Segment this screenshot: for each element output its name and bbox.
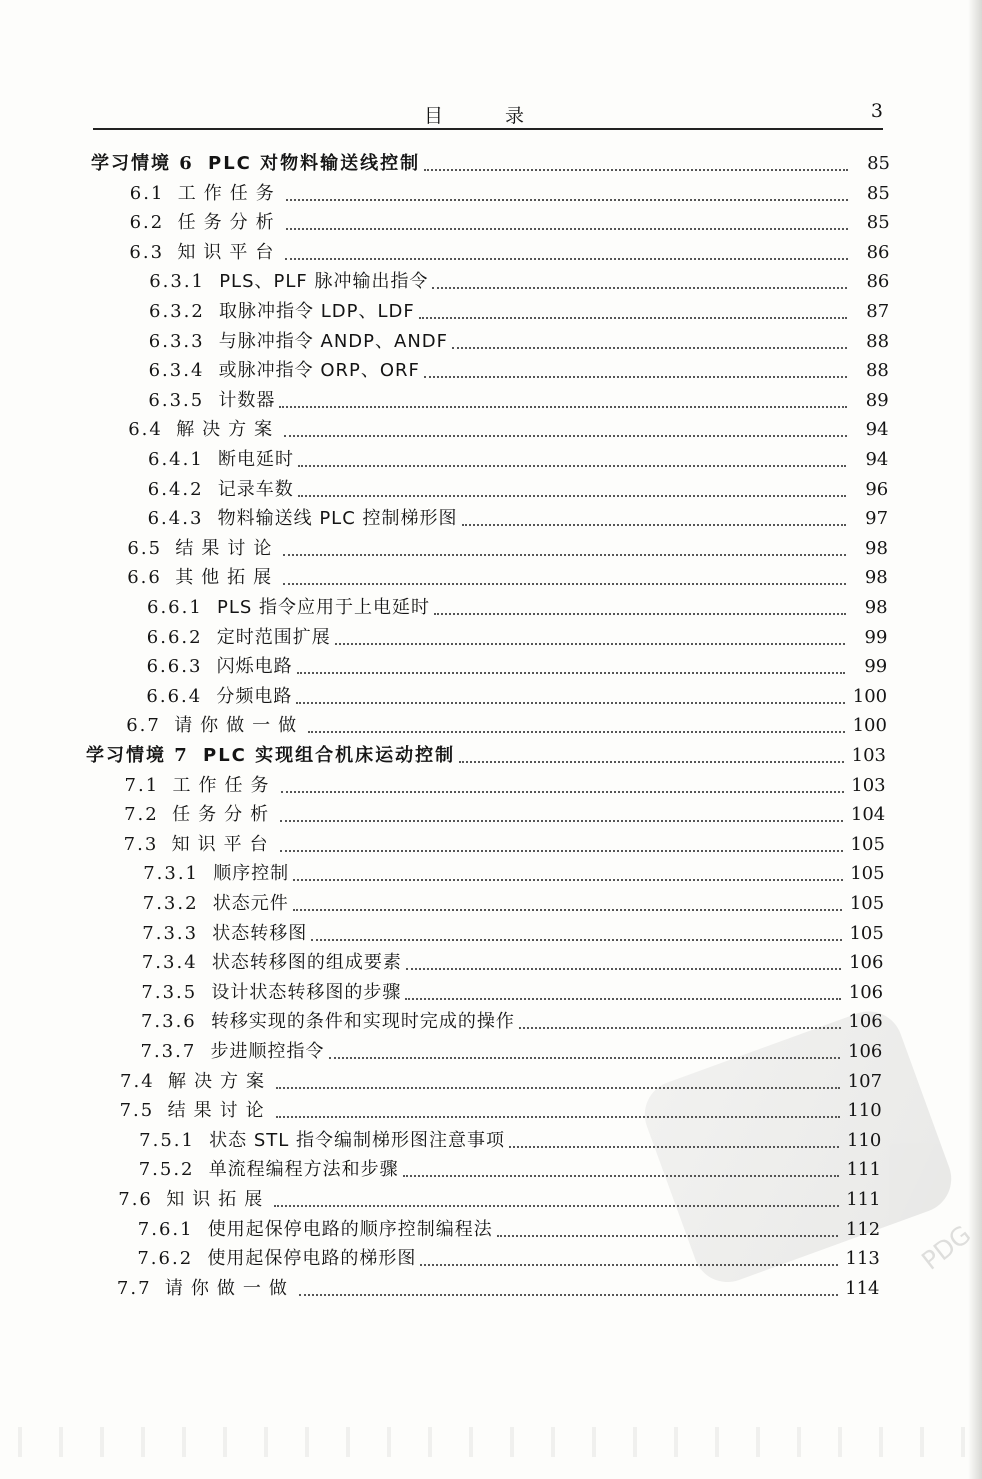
toc-entry-page: 105	[849, 893, 885, 914]
toc-entry	[91, 149, 890, 178]
toc-entry-title: 解决方案	[176, 419, 281, 441]
toc-entry	[143, 889, 884, 918]
dot-leader	[432, 276, 847, 289]
page-number: 3	[870, 100, 883, 122]
toc-entry-title: 转移实现的条件和实现时完成的操作	[210, 1011, 515, 1033]
dot-leader	[299, 1283, 838, 1296]
toc-entry-page: 98	[864, 597, 888, 618]
toc-entry	[141, 1007, 883, 1036]
toc-entry-page: 85	[866, 212, 890, 234]
toc-entry-page: 107	[847, 1070, 883, 1092]
toc-entry-title: 知识平台	[171, 833, 276, 855]
toc-entry-number: 6.6.2	[146, 626, 203, 648]
dot-leader	[297, 661, 846, 674]
toc-entry-page: 88	[866, 330, 890, 352]
toc-entry-title: 知识拓展	[166, 1189, 271, 1210]
toc-entry-number: 7.5.2	[138, 1159, 195, 1181]
toc-entry-title: 顺序控制	[213, 863, 290, 885]
toc-entry-title: 状态 STL 指令编制梯形图注意事项	[209, 1129, 506, 1151]
toc-entry-page: 106	[848, 1041, 883, 1062]
toc-entry-page: 87	[866, 301, 890, 322]
toc-entry-number: 6.3.3	[148, 330, 205, 352]
toc-entry-page: 103	[851, 774, 886, 796]
toc-entry-title: 解决方案	[168, 1070, 273, 1092]
toc-entry	[120, 1067, 882, 1096]
toc-entry-page: 106	[848, 981, 884, 1003]
toc-entry-page: 110	[846, 1129, 882, 1151]
toc-entry	[148, 475, 888, 504]
toc-entry-page: 86	[866, 271, 890, 293]
toc-entry-title: 请你做一做	[174, 715, 305, 737]
toc-entry-number: 6.3.2	[149, 301, 205, 322]
toc-entry-page: 106	[848, 1011, 883, 1033]
toc-entry	[124, 800, 885, 829]
dot-leader	[280, 809, 843, 822]
toc-entry-number: 7.3.4	[141, 952, 198, 974]
dot-leader	[434, 602, 846, 615]
toc-entry-number: 7.3.6	[140, 1011, 197, 1033]
toc-entry-page: 112	[845, 1218, 881, 1240]
toc-entry	[149, 356, 889, 385]
toc-entry-page: 99	[864, 656, 888, 678]
toc-entry	[147, 593, 888, 622]
toc-entry-number: 6.4	[128, 419, 163, 441]
toc-entry-page: 114	[845, 1277, 880, 1299]
dot-leader	[281, 780, 844, 793]
toc-entry-page: 99	[864, 626, 888, 648]
toc-entry-number: 6.3	[129, 241, 165, 263]
toc-entry-title: 使用起保停电路的顺序控制编程法	[207, 1218, 493, 1240]
toc-entry-title: PLC 实现组合机床运动控制	[203, 745, 456, 766]
watermark-text: PDG	[916, 1219, 977, 1276]
toc-entry	[138, 1215, 880, 1244]
toc-entry-page: 106	[849, 952, 884, 974]
toc-entry-number: 6.6.3	[146, 656, 203, 678]
dot-leader	[280, 839, 843, 852]
toc-entry-number: 7.2	[124, 804, 159, 826]
toc-entry	[127, 563, 888, 592]
toc-entry-number: 6.6.4	[146, 685, 203, 707]
toc-entry-title: 步进顺控指令	[210, 1041, 325, 1062]
toc-entry-number: 6.7	[126, 715, 161, 737]
toc-entry-page: 111	[846, 1159, 881, 1181]
toc-entry-number: 6.3.4	[148, 360, 205, 382]
toc-entry-number: 6.4.2	[147, 478, 204, 500]
dot-leader	[403, 1164, 839, 1177]
toc-entry	[147, 652, 888, 681]
toc-entry-page: 96	[865, 478, 889, 500]
toc-entry-title: 工作任务	[177, 182, 282, 204]
toc-entry-title: 计数器	[218, 389, 276, 411]
dot-leader	[459, 750, 844, 763]
toc-entry-number: 6.5	[127, 537, 163, 559]
toc-entry-title: 状态转移图的组成要素	[211, 952, 402, 974]
toc-entry-page: 88	[865, 360, 889, 382]
toc-entry-number: 7.6	[118, 1189, 153, 1210]
toc-entry-number: 6.2	[129, 212, 165, 234]
toc-entry	[117, 1274, 880, 1303]
toc-entry-number: 7.7	[116, 1277, 152, 1299]
toc-entry-page: 94	[865, 419, 889, 441]
toc-entry	[128, 415, 888, 444]
toc-entry	[142, 948, 884, 977]
toc-entry-page: 103	[851, 745, 886, 766]
toc-entry-title: PLC 对物料输送线控制	[208, 153, 421, 174]
toc-entry-number: 7.3.1	[143, 863, 199, 885]
toc-entry-number: 6.3.1	[149, 271, 205, 293]
toc-entry-title: 任务分析	[177, 212, 282, 234]
toc-entry-number: 7.4	[120, 1070, 155, 1092]
toc-entry-page: 97	[865, 508, 889, 530]
toc-entry-title: 记录车数	[217, 478, 294, 500]
toc-entry-number: 7.3.2	[142, 893, 199, 914]
toc-entry-title: 分频电路	[216, 685, 293, 707]
toc-entry-number: 6.6	[127, 567, 162, 589]
dot-leader	[509, 1135, 839, 1148]
dot-leader	[285, 247, 847, 260]
toc-entry-number: 6.1	[129, 182, 165, 204]
dot-leader	[286, 188, 848, 201]
toc-entry	[139, 1126, 881, 1155]
toc-entry	[149, 327, 889, 356]
page-header	[93, 98, 883, 130]
dot-leader	[406, 957, 842, 970]
toc-entry-title: 状态元件	[212, 893, 289, 914]
toc-entry-page: 94	[865, 449, 889, 470]
dot-leader	[497, 1224, 838, 1237]
toc-entry-number: 7.6.1	[137, 1218, 194, 1240]
toc-entry	[148, 386, 888, 415]
toc-entry	[125, 771, 886, 800]
toc-entry-number: 7.3.7	[140, 1041, 197, 1062]
toc-entry-page: 100	[852, 685, 888, 707]
toc-entry-title: 请你做一做	[164, 1277, 295, 1299]
toc-entry	[124, 830, 885, 859]
dot-leader	[311, 928, 842, 941]
dot-leader	[293, 868, 842, 881]
toc-entry	[148, 445, 888, 474]
toc-entry-page: 105	[850, 863, 885, 885]
dot-leader	[420, 1253, 838, 1266]
dot-leader	[286, 217, 848, 230]
toc-entry-title: 断电延时	[218, 449, 294, 470]
dot-leader	[296, 691, 845, 704]
toc-entry-number: 7.1	[124, 774, 160, 796]
toc-entry-page: 113	[845, 1248, 880, 1270]
dot-leader	[405, 987, 841, 1000]
toc-entry-title: 单流程编程方法和步骤	[208, 1159, 399, 1181]
toc-entry-page: 86	[866, 241, 890, 263]
toc-entry	[149, 297, 889, 326]
dot-leader	[276, 1076, 840, 1089]
toc-entry-title: 结果讨论	[175, 537, 280, 559]
toc-entry-title: 任务分析	[172, 804, 277, 826]
toc-entry-number: 7.3.5	[141, 981, 198, 1003]
toc-entry-title: 结果讨论	[167, 1100, 272, 1122]
toc-entry	[146, 682, 887, 711]
dot-leader	[284, 424, 846, 437]
toc-entry-page: 110	[847, 1100, 882, 1122]
toc-entry-title: 使用起保停电路的梯形图	[207, 1248, 417, 1270]
dot-leader	[276, 1105, 840, 1118]
toc-entry-number: 7.6.2	[137, 1248, 194, 1270]
toc-entry-title: 知识平台	[177, 241, 282, 263]
dot-leader	[293, 898, 842, 911]
toc-entry-number: 6.4.1	[148, 449, 204, 470]
toc-entry-number: 6.3.5	[148, 389, 205, 411]
toc-entry	[130, 208, 890, 237]
toc-entry	[142, 919, 884, 948]
toc-entry-title: PLS、PLF 脉冲输出指令	[219, 271, 429, 293]
toc-entry-page: 105	[849, 922, 884, 944]
toc-entry-number: 7.5.1	[139, 1129, 195, 1151]
toc-entry	[143, 859, 884, 888]
toc-entry	[137, 1244, 880, 1273]
toc-entry-title: 与脉冲指令 ANDP、ANDF	[218, 330, 449, 352]
dot-leader	[298, 484, 846, 497]
toc-entry	[141, 1037, 883, 1066]
toc-entry-page: 85	[867, 153, 890, 174]
dot-leader	[424, 158, 848, 171]
toc-entry-title: 设计状态转移图的步骤	[211, 981, 402, 1003]
table-of-contents	[0, 149, 982, 1314]
dot-leader	[279, 395, 846, 408]
toc-entry	[118, 1185, 880, 1214]
toc-entry-page: 105	[850, 833, 885, 855]
toc-entry-title: 状态转移图	[212, 922, 308, 944]
toc-entry	[139, 1155, 881, 1184]
dot-leader	[452, 336, 847, 349]
toc-entry-number: 学习情境 6	[91, 153, 194, 174]
toc-entry-title: 其他拓展	[175, 567, 280, 589]
toc-entry-title: 或脉冲指令 ORP、ORF	[218, 360, 420, 382]
toc-entry-number: 6.4.3	[147, 508, 204, 530]
toc-entry-page: 111	[846, 1189, 881, 1210]
dot-leader	[329, 1046, 841, 1059]
toc-entry-title: 闪烁电路	[216, 656, 293, 678]
dot-leader	[519, 1016, 841, 1029]
dot-leader	[274, 1194, 838, 1207]
toc-entry	[129, 238, 889, 267]
toc-entry-page: 85	[866, 182, 890, 204]
toc-entry-title: 物料输送线 PLC 控制梯形图	[217, 508, 458, 530]
toc-entry	[141, 978, 883, 1007]
dot-leader	[462, 513, 847, 526]
toc-entry-page: 98	[864, 567, 888, 589]
toc-entry-number: 7.3	[123, 833, 159, 855]
toc-entry-number: 7.3.3	[142, 922, 199, 944]
toc-entry	[130, 179, 890, 208]
toc-entry-title: 定时范围扩展	[216, 626, 331, 648]
toc-entry-number: 学习情境 7	[86, 745, 189, 766]
dot-leader	[298, 454, 846, 467]
toc-entry-page: 89	[865, 389, 889, 411]
toc-entry	[149, 267, 889, 296]
dot-leader	[419, 306, 847, 319]
toc-entry-page: 104	[850, 804, 886, 826]
toc-entry	[120, 1096, 882, 1125]
page-title: 目 录	[423, 105, 553, 127]
dot-leader	[308, 720, 845, 733]
scan-noise	[0, 1427, 982, 1457]
dot-leader	[283, 543, 846, 556]
toc-entry-title: 取脉冲指令 LDP、LDF	[219, 301, 415, 322]
toc-entry-title: 工作任务	[172, 774, 277, 796]
toc-entry-number: 6.6.1	[147, 597, 203, 618]
toc-entry-page: 100	[852, 715, 887, 737]
toc-entry	[148, 504, 888, 533]
toc-entry-title: PLS 指令应用于上电延时	[217, 597, 431, 618]
toc-entry	[127, 534, 888, 563]
toc-entry-page: 98	[865, 537, 888, 559]
toc-entry	[147, 623, 888, 652]
toc-entry	[86, 741, 886, 770]
toc-entry	[126, 711, 887, 740]
dot-leader	[424, 365, 847, 378]
toc-entry-number: 7.5	[119, 1100, 155, 1122]
dot-leader	[335, 632, 846, 645]
dot-leader	[283, 572, 846, 585]
